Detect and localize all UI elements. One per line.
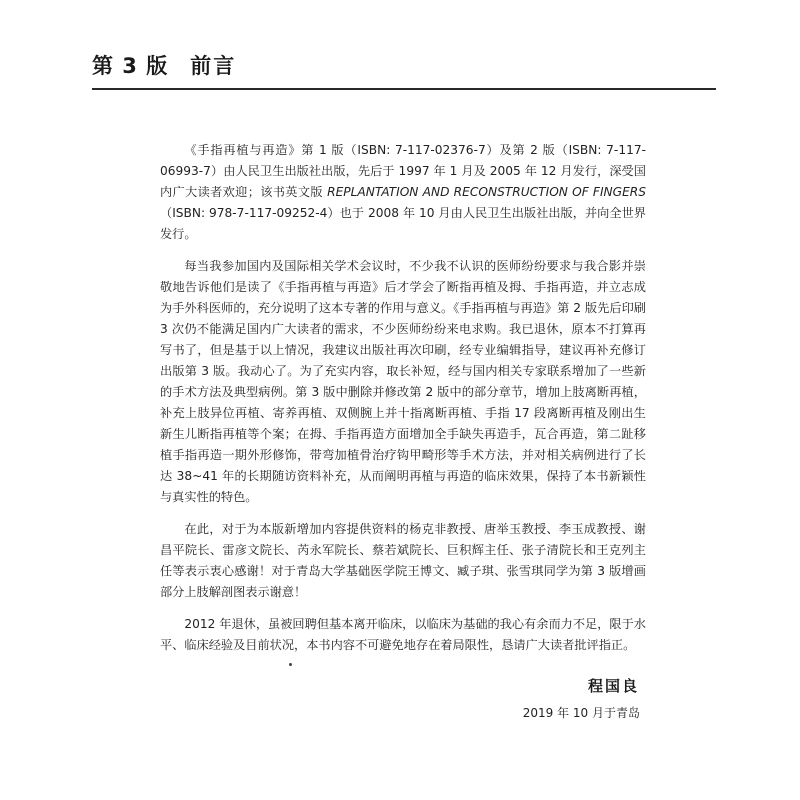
author-signature: 程国良 [588, 677, 640, 695]
signature-date: 2019 年 10 月于青岛 [522, 706, 640, 720]
english-title: REPLANTATION AND RECONSTRUCTION OF FINGERS [327, 185, 647, 199]
paragraph-1-text-a: 《手指再植与再造》第 1 版（ISBN: 7-117-02376-7）及第 2 版（ISBN: 7-117-06993-7）由人民卫生出版社出版，先后于 1997 年 1 月及 2005 年 12 月发行，深受国内广大读者欢迎；该书英文版 [160, 143, 646, 199]
page-title: 前言 [190, 54, 237, 78]
stray-mark [289, 663, 292, 666]
paragraph-1-text-b: （ISBN: 978-7-117-09252-4）也于 2008 年 10 月由人民卫生出版社出版，并向全世界发行。 [160, 206, 646, 241]
paragraph-3: 在此，对于为本版新增加内容提供资料的杨克非教授、唐举玉教授、李玉成教授、谢昌平院长、雷彦文院长、芮永军院长、蔡若斌院长、巨积辉主任、张子清院长和王克列主任等表示衷心感谢！对于青岛大学基础医学院王博文、臧子琪、张雪琪同学为第 3 版增画部分上肢解剖图表示谢意！ [160, 522, 646, 599]
page-header [92, 50, 236, 80]
paragraph-4: 2012 年退休，虽被回聘但基本离开临床，以临床为基础的我心有余而力不足，限于水平、临床经验及目前状况，本书内容不可避免地存在着局限性，恳请广大读者批评指正。 [160, 617, 646, 652]
paragraph-1 [160, 140, 646, 245]
paragraph-2: 每当我参加国内及国际相关学术会议时，不少我不认识的医师纷纷要求与我合影并崇敬地告诉他们是读了《手指再植与再造》后才学会了断指再植及拇、手指再造，并立志成为手外科医师的，充分说明了这本专著的作用与意义。《手指再植与再造》第 2 版先后印刷 3 次仍不能满足国内广大读者的需求，不少医师纷纷来电求购。我已退休，原本不打算再写书了，但是基于以上情况，我建议出版社再次印刷，经专业编辑指导，建议再补充修订出版第 3 版。我动心了。为了充实内容，取长补短，经与国内相关专家联系增加了一些新的手术方法及典型病例。第 3 版中删除并修改第 2 版中的部分章节，增加上肢离断再植，补充上肢异位再植、寄养再植、双侧腕上并十指离断再植、手指 17 段离断再植及刚出生新生儿断指再植等个案；在拇、手指再造方面增加全手缺失再造手，瓦合再造，第二趾移植手指再造一期外形修饰，带弯加植骨治疗钩甲畸形等手术方法，并对相关病例进行了长达 38~41 年的长期随访资料补充，从而阐明再植与再造的临床效果，保持了本书新颖性与真实性的特色。 [160, 259, 646, 504]
preface-body [160, 140, 646, 667]
header-divider [92, 88, 716, 90]
edition-label: 第 3 版 [92, 54, 169, 78]
